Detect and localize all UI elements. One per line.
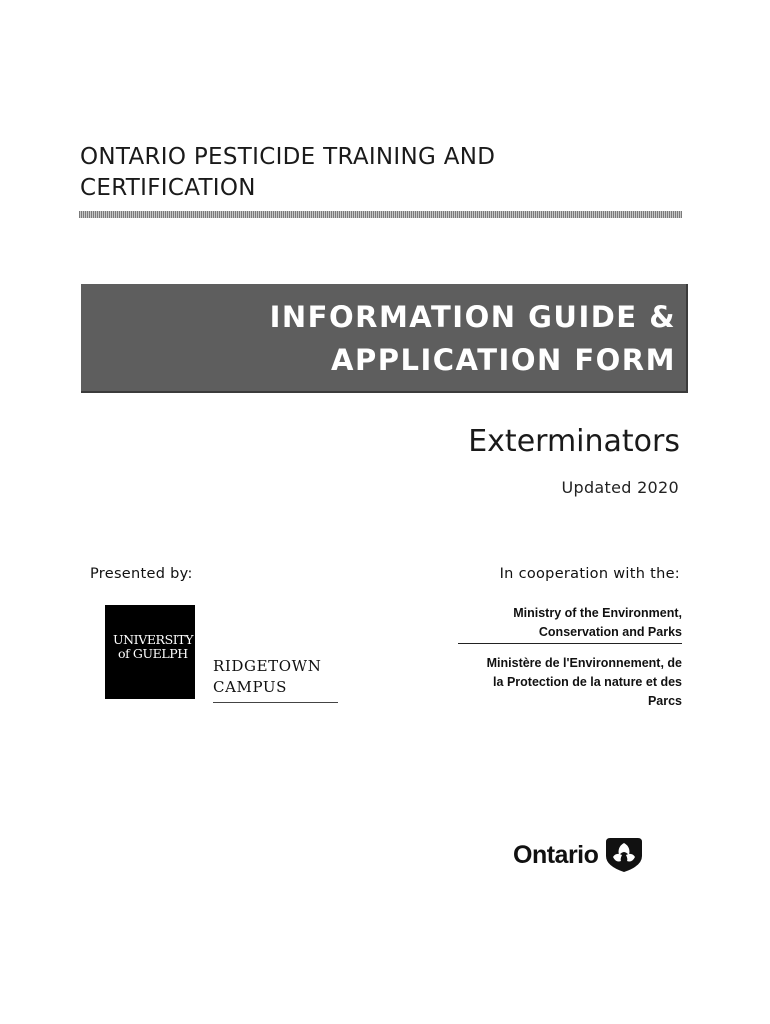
document-title bbox=[80, 142, 700, 204]
presented-by-label: Presented by: bbox=[90, 566, 193, 582]
ontario-logo bbox=[513, 835, 644, 875]
university-of-guelph-logo bbox=[105, 605, 195, 699]
ontario-wordmark: Ontario bbox=[513, 840, 599, 869]
document-subtitle: Exterminators bbox=[468, 424, 680, 459]
banner bbox=[81, 284, 688, 393]
ministry-fr-line-1: Ministère de l'Environnement, de bbox=[486, 656, 682, 670]
ridgetown-line-1: RIDGETOWN bbox=[213, 657, 322, 675]
ministry-fr-line-2: la Protection de la nature et des bbox=[493, 675, 682, 689]
title-line-1: ONTARIO PESTICIDE TRAINING AND bbox=[80, 144, 496, 170]
trillium-icon bbox=[604, 836, 644, 874]
cooperation-label: In cooperation with the: bbox=[499, 566, 680, 582]
banner-line-2: APPLICATION FORM bbox=[331, 343, 676, 377]
title-divider bbox=[79, 211, 682, 218]
ridgetown-line-2: CAMPUS bbox=[213, 678, 288, 696]
updated-date: Updated 2020 bbox=[561, 478, 679, 497]
ridgetown-campus-logo bbox=[213, 656, 338, 703]
guelph-logo-line-1: UNIVERSITY bbox=[113, 632, 194, 647]
title-line-2: CERTIFICATION bbox=[80, 175, 256, 201]
banner-line-1: INFORMATION GUIDE & bbox=[269, 300, 676, 334]
banner-text bbox=[270, 296, 676, 382]
ministry-name-french bbox=[442, 654, 682, 711]
guelph-logo-line-2: of GUELPH bbox=[118, 646, 188, 661]
ministry-en-line-2: Conservation and Parks bbox=[538, 625, 682, 639]
ministry-en-line-1: Ministry of the Environment, bbox=[513, 606, 682, 620]
ministry-fr-line-3: Parcs bbox=[647, 694, 682, 708]
ministry-name-english bbox=[458, 604, 682, 644]
